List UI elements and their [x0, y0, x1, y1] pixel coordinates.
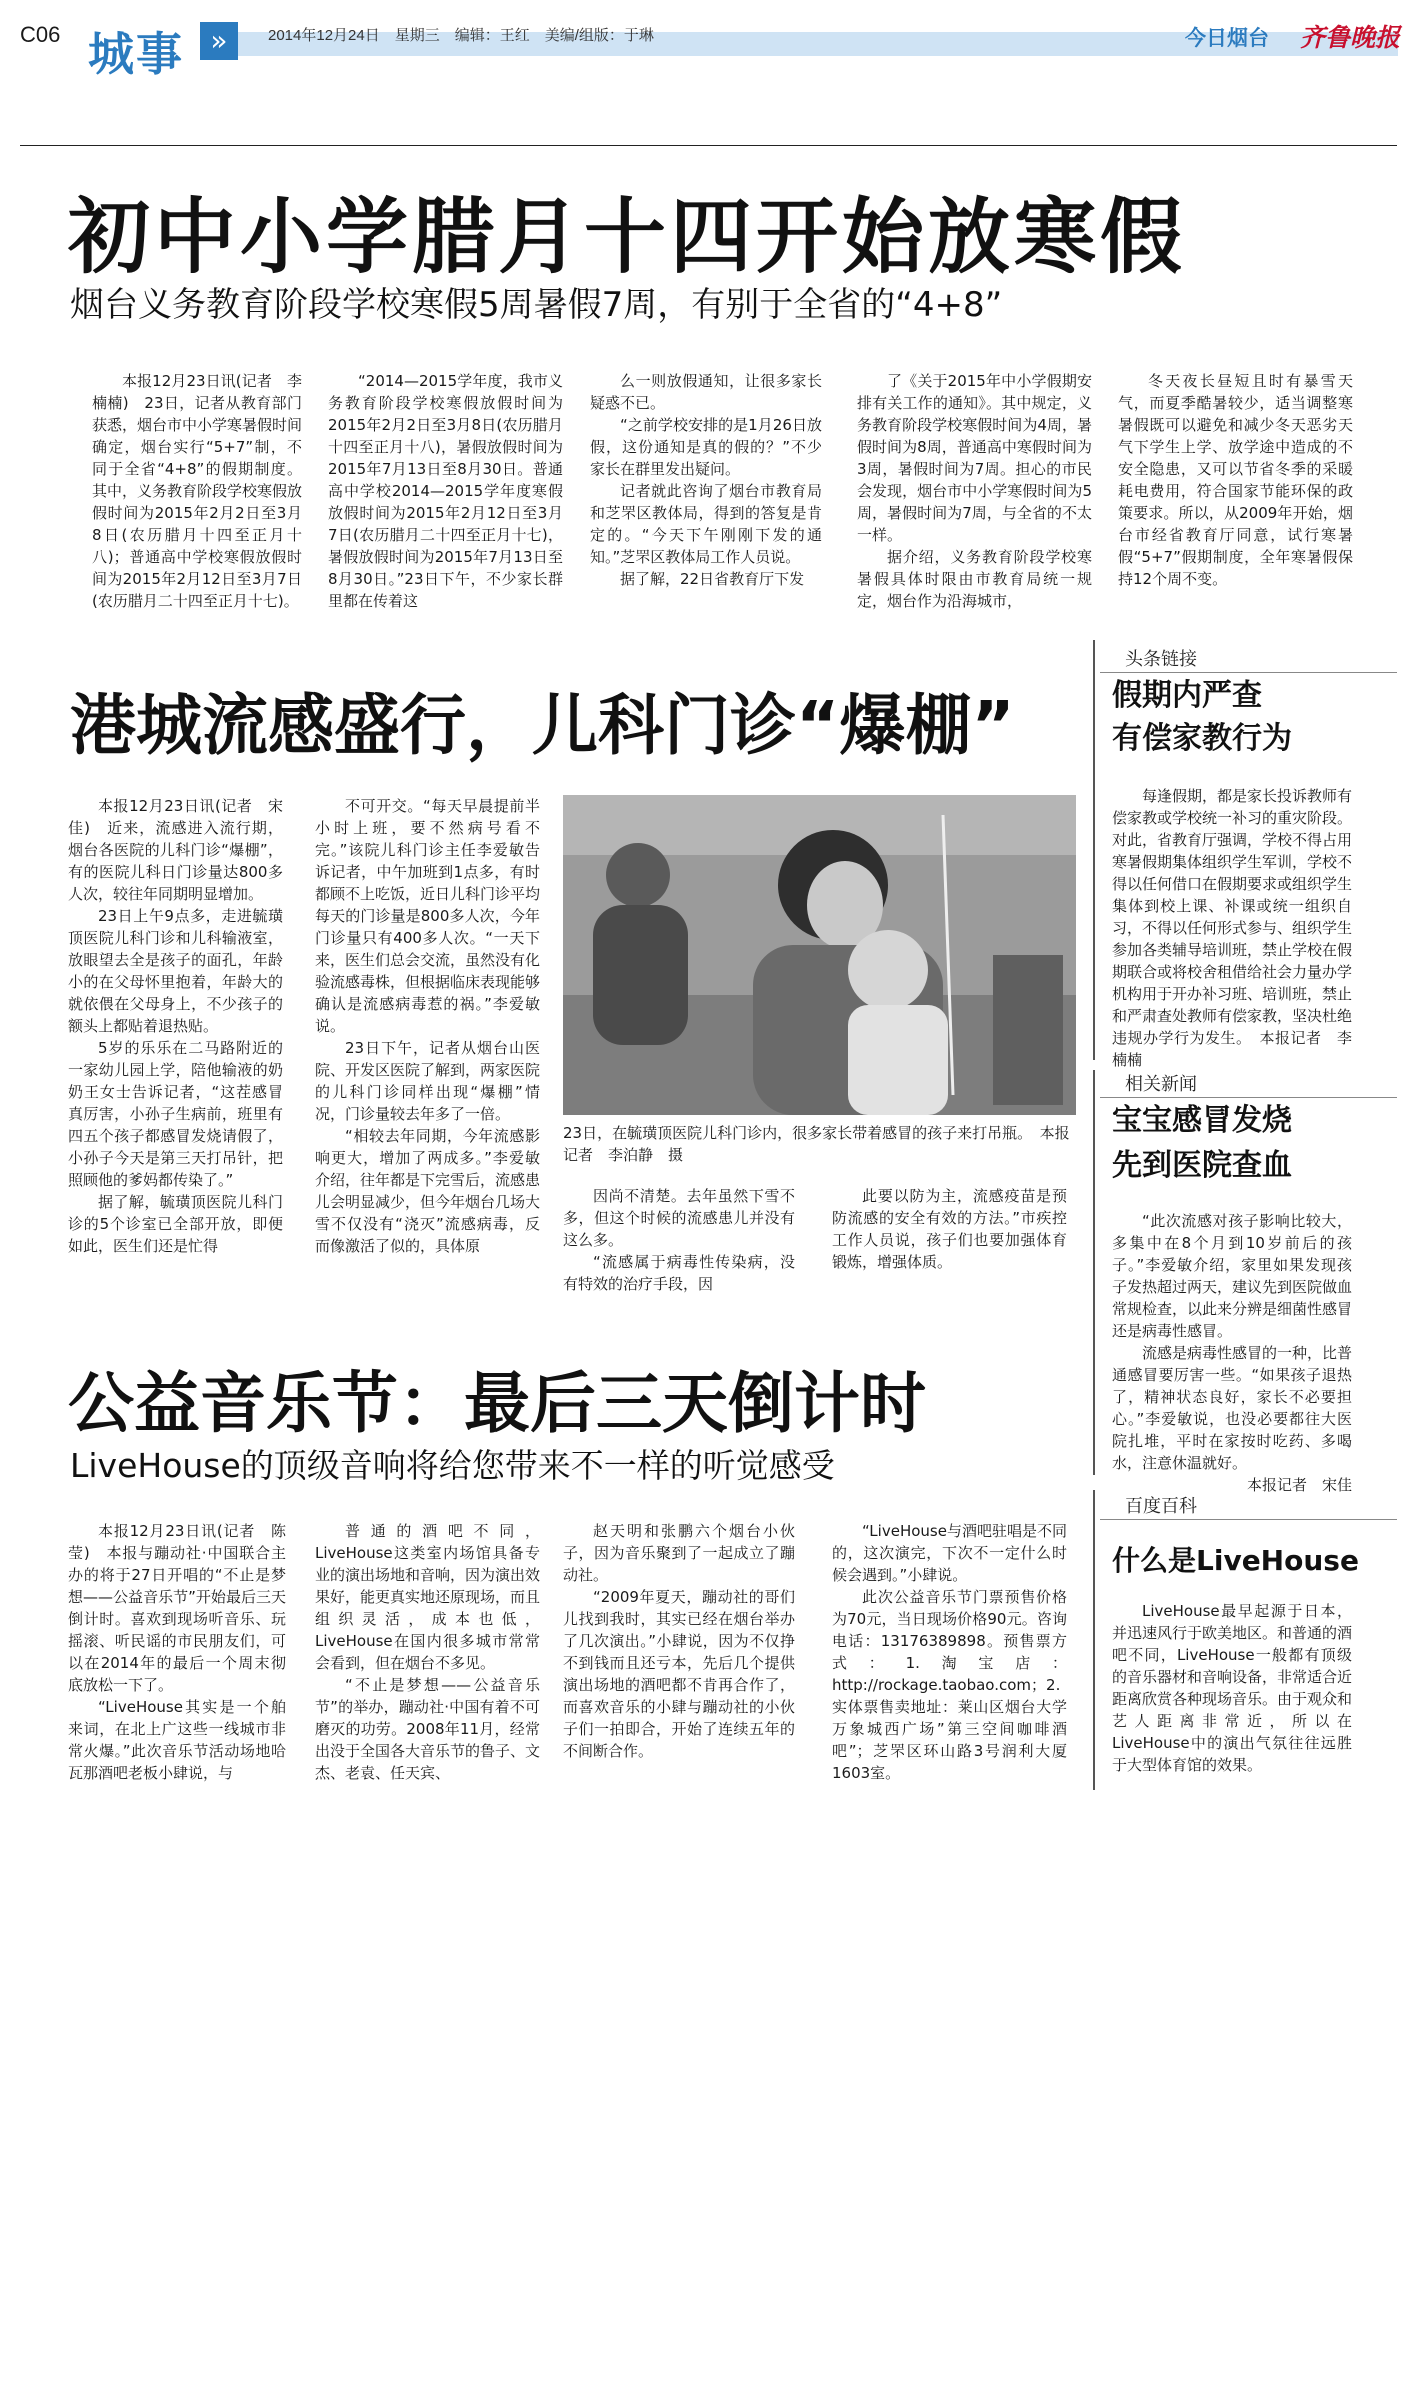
- paragraph: 流感是病毒性感冒的一种，比普通感冒要厉害一些。“如果孩子退热了，精神状态良好，家长不必要担心。”李爱敏说，也没必要都往大医院扎堆，平时在家按时吃药、多喝水，注意休温就好。: [1112, 1344, 1353, 1472]
- paragraph: 了《关于2015年中小学假期安排有关工作的通知》。其中规定，义务教育阶段学校寒假时间为4周，暑假时间为8周，普通高中寒假时间为3周，暑假时间为7周。担心的市民会发现，烟台市中小学寒假时间为5周，暑假时间为7周，与全省的不太一样。: [857, 372, 1092, 544]
- paragraph: 23日上午9点多，走进毓璜顶医院儿科门诊和儿科输液室，放眼望去全是孩子的面孔，年龄小的在父母怀里抱着，年龄大的就依偎在父母身上，不少孩子的额头上都贴着退热贴。: [68, 907, 283, 1035]
- paragraph: 不可开交。“每天早晨提前半小时上班，要不然病号看不完。”该院儿科门诊主任李爱敏告诉记者，中午加班到1点多，有时都顾不上吃饭，近日儿科门诊平均每天的门诊量是800多人次，今年门诊量只有400多人次。“一天下来，医生们总会交流，虽然没有化验流感毒株，但根据临床表现能够确认是流感病毒惹的祸。”李爱敏说。: [315, 797, 541, 1035]
- paragraph: “LiveHouse与酒吧驻唱是不同的，这次演完，下次不一定什么时候会遇到。”小肆说。: [832, 1522, 1067, 1584]
- story1-headline: 初中小学腊月十四开始放寒假: [68, 190, 1187, 285]
- sidebar3-tag: 百度百科: [1125, 1496, 1197, 1517]
- paragraph: “2009年夏天，蹦动社的哥们儿找到我时，其实已经在烟台举办了几次演出。”小肆说，因为不仅挣不到钱而且还亏本，先后几个提供演出场地的酒吧都不肯再合作了，而喜欢音乐的小肆与蹦动社的小伙子们一拍即合，开始了连续五年的不间断合作。: [563, 1588, 795, 1760]
- sidebar2-body: [1112, 1210, 1353, 1494]
- paragraph: LiveHouse最早起源于日本，并迅速风行于欧美地区。和普通的酒吧不同，LiveHouse一般都有顶级的音乐器材和音响设备，非常适合近距离欣赏各种现场音乐。由于观众和艺人距离非常近，所以在LiveHouse中的演出气氛往往远胜于大型体育馆的效果。: [1112, 1602, 1353, 1774]
- story3-column-1: [68, 1520, 286, 1780]
- paragraph: 本报12月23日讯(记者 李楠楠) 23日，记者从教育部门获悉，烟台市中小学寒暑假时间确定，烟台实行“5+7”制，不同于全省“4+8”的假期制度。其中，义务教育阶段学校寒假放假时间为2015年2月2日至3月8日(农历腊月十四至正月十八)；普通高中学校寒假放假时间为2015年2月12日至3月7日(农历腊月二十四至正月十七)。: [92, 372, 303, 610]
- story3-column-3: [563, 1520, 795, 1780]
- story2-headline: 港城流感盛行，儿科门诊“爆棚”: [70, 687, 1015, 764]
- paragraph: “LiveHouse其实是一个舶来词，在北上广这些一线城市非常火爆。”此次音乐节活动场地哈瓦那酒吧老板小肆说，与: [68, 1698, 286, 1782]
- paragraph: “此次流感对孩子影响比较大，多集中在8个月到10岁前后的孩子。”李爱敏介绍，家里如果发现孩子发热超过两天，建议先到医院做血常规检查，以此来分辨是细菌性感冒还是病毒性感冒。: [1112, 1212, 1353, 1340]
- paragraph: 据了解，毓璜顶医院儿科门诊的5个诊室已全部开放，即便如此，医生们还是忙得: [68, 1193, 283, 1255]
- paragraph: 此要以防为主，流感疫苗是预防流感的安全有效的方法。”市疾控工作人员说，孩子们也要加强体育锻炼，增强体质。: [832, 1187, 1067, 1271]
- story3-subheadline: LiveHouse的顶级音响将给您带来不一样的听觉感受: [70, 1446, 835, 1485]
- paragraph: 普通的酒吧不同，LiveHouse这类室内场馆具备专业的演出场地和音响，因为演出效果好，能更真实地还原现场，而且组织灵活，成本也低，LiveHouse在国内很多城市常常会看到，但在烟台不多见。: [315, 1522, 541, 1672]
- paragraph: 此次公益音乐节门票预售价格为70元，当日现场价格90元。咨询电话：13176389898。预售票方式：1.淘宝店：http://rockage.taobao.com；2.实体票售卖地址：莱山区烟台大学万象城西广场”第三空间咖啡酒吧”；芝罘区环山路3号润利大厦1603室。: [832, 1588, 1067, 1782]
- paragraph: 本报12月23日讯(记者 陈莹) 本报与蹦动社·中国联合主办的将于27日开唱的“不止是梦想——公益音乐节”开始最后三天倒计时。喜欢到现场听音乐、玩摇滚、听民谣的市民朋友们，可以在2014年的最后一个周末彻底放松一下了。: [68, 1522, 286, 1694]
- paragraph: “之前学校安排的是1月26日放假，这份通知是真的假的？”不少家长在群里发出疑问。: [590, 416, 822, 478]
- newspaper-logo: 齐鲁晚报: [1300, 23, 1401, 52]
- sidebar1-title-line-1: 假期内严查: [1112, 678, 1262, 713]
- sidebar1-title-line-2: 有偿家教行为: [1112, 721, 1292, 756]
- sidebar3-title: 什么是LiveHouse: [1112, 1544, 1359, 1577]
- story1-column-3: [590, 370, 822, 600]
- story1-column-2: [328, 370, 563, 610]
- sidebar-rule: [1093, 640, 1095, 1060]
- paragraph: 5岁的乐乐在二马路附近的一家幼儿园上学，陪他输液的奶奶王女士告诉记者，“这茬感冒真厉害，小孙子生病前，班里有四五个孩子都感冒发烧请假了，小孙子今天是第三天打吊针，把照顾他的爹妈都传染了。”: [68, 1039, 283, 1189]
- paragraph: 记者就此咨询了烟台市教育局和芝罘区教体局，得到的答复是肯定的。“今天下午刚刚下发的通知。”芝罘区教体局工作人员说。: [590, 482, 822, 566]
- paragraph: 据了解，22日省教育厅下发: [620, 570, 805, 588]
- paragraph: 因尚不清楚。去年虽然下雪不多，但这个时候的流感患儿并没有这么多。: [563, 1187, 795, 1249]
- sidebar2-title-line-2: 先到医院查血: [1112, 1148, 1292, 1183]
- paragraph: 每逢假期，都是家长投诉教师有偿家教或学校统一补习的重灾阶段。对此，省教育厅强调，学校不得占用寒暑假期集体组织学生军训，学校不得以任何借口在假期要求或组织学生集体到校上课、补课或统一组织自习，不得以任何形式参与、组织学生参加各类辅导培训班，禁止学校在假期联合或将校舍租借给社会力量办学机构用于开办补习班、培训班，禁止和严肃查处教师有偿家教，坚决杜绝违规办学行为发生。 本报记者 李楠楠: [1112, 787, 1353, 1069]
- paragraph: 么一则放假通知，让很多家长疑惑不已。: [590, 372, 822, 412]
- sidebar1-tag: 头条链接: [1125, 649, 1197, 670]
- paragraph: 本报12月23日讯(记者 宋佳) 近来，流感进入流行期，烟台各医院的儿科门诊“爆棚”，有的医院儿科日门诊量达800多人次，较往年同期明显增加。: [68, 797, 283, 903]
- story1-column-4: [857, 370, 1092, 610]
- paragraph: 冬天夜长昼短且时有暴雪天气，而夏季酷暑较少，适当调整寒暑假既可以避免和减少冬天恶劣天气下学生上学、放学途中造成的不安全隐患，又可以节省冬季的采暖耗电费用，符合国家节能环保的政策要求。所以，从2009年开始，烟台市经省教育厅同意，试行寒暑假“5+7”假期制度，全年寒暑假保持12个周不变。: [1118, 372, 1353, 588]
- sidebar2-divider: [1100, 1097, 1397, 1098]
- story2-column-4: [832, 1185, 1067, 1300]
- story2-column-3: [563, 1185, 795, 1300]
- sidebar-rule: [1093, 1490, 1095, 1790]
- edition-label: 今日烟台: [1185, 26, 1269, 50]
- photo-caption: 23日，在毓璜顶医院儿科门诊内，很多家长带着感冒的孩子来打吊瓶。 本报记者 李泊静 摄: [563, 1124, 1070, 1164]
- story2-column-1: [68, 795, 283, 1300]
- header-divider: [20, 145, 1397, 146]
- sidebar1-divider: [1100, 672, 1397, 673]
- story3-headline: 公益音乐节：最后三天倒计时: [68, 1365, 926, 1442]
- paragraph: “不止是梦想——公益音乐节”的举办，蹦动社·中国有着不可磨灭的功劳。2008年11月，经常出没于全国各大音乐节的鲁子、文杰、老袁、任天宾、: [315, 1676, 541, 1782]
- section-title: 城事: [88, 27, 184, 81]
- sidebar1-body: [1112, 785, 1353, 1069]
- photo-illustration: [563, 795, 1076, 1115]
- paragraph: 赵天明和张鹏六个烟台小伙子，因为音乐聚到了一起成立了蹦动社。: [563, 1522, 795, 1584]
- paragraph: “2014—2015学年度，我市义务教育阶段学校寒假放假时间为2015年2月2日至3月8日(农历腊月十四至正月十八)，暑假放假时间为2015年7月13日至8月30日。普通高中学校2014—2015学年度寒假放假时间为2015年2月12日至3月7日(农历腊月二十四至正月十七)，暑假放假时间为2015年7月13日至8月30日。”23日下午，不少家长群里都在传着这: [328, 372, 563, 610]
- story1-subheadline: 烟台义务教育阶段学校寒假5周暑假7周，有别于全省的“4+8”: [70, 285, 1003, 325]
- page-number: C06: [20, 22, 61, 47]
- story3-column-4: [832, 1520, 1067, 1780]
- sidebar2-title-line-1: 宝宝感冒发烧: [1112, 1103, 1292, 1138]
- story2-column-2: [315, 795, 540, 1300]
- story3-column-2: [315, 1520, 540, 1780]
- sidebar2-tag: 相关新闻: [1125, 1074, 1197, 1095]
- section-arrow-icon: »: [200, 22, 238, 60]
- story1-column-5: [1118, 370, 1353, 600]
- paragraph: “流感属于病毒性传染病，没有特效的治疗手段，因: [563, 1253, 795, 1293]
- sidebar3-body: [1112, 1600, 1352, 1785]
- issue-meta: 2014年12月24日 星期三 编辑：王红 美编/组版：于琳: [268, 27, 654, 44]
- story1-column-1: [92, 370, 303, 610]
- paragraph: 23日下午，记者从烟台山医院、开发区医院了解到，两家医院的儿科门诊同样出现“爆棚”情况，门诊量较去年多了一倍。: [315, 1039, 541, 1123]
- byline: 本报记者 宋佳: [1246, 1476, 1352, 1494]
- paragraph: “相较去年同期，今年流感影响更大，增加了两成多。”李爱敏介绍，往年都是下完雪后，流感患儿会明显减少，但今年烟台几场大雪不仅没有“浇灭”流感病毒，反而像激活了似的，具体原: [315, 1127, 541, 1255]
- sidebar-rule: [1093, 1070, 1095, 1475]
- sidebar3-divider: [1100, 1519, 1397, 1520]
- paragraph: 据介绍，义务教育阶段学校寒暑假具体时限由市教育局统一规定，烟台作为沿海城市，: [857, 548, 1092, 610]
- news-photo: [563, 795, 1076, 1115]
